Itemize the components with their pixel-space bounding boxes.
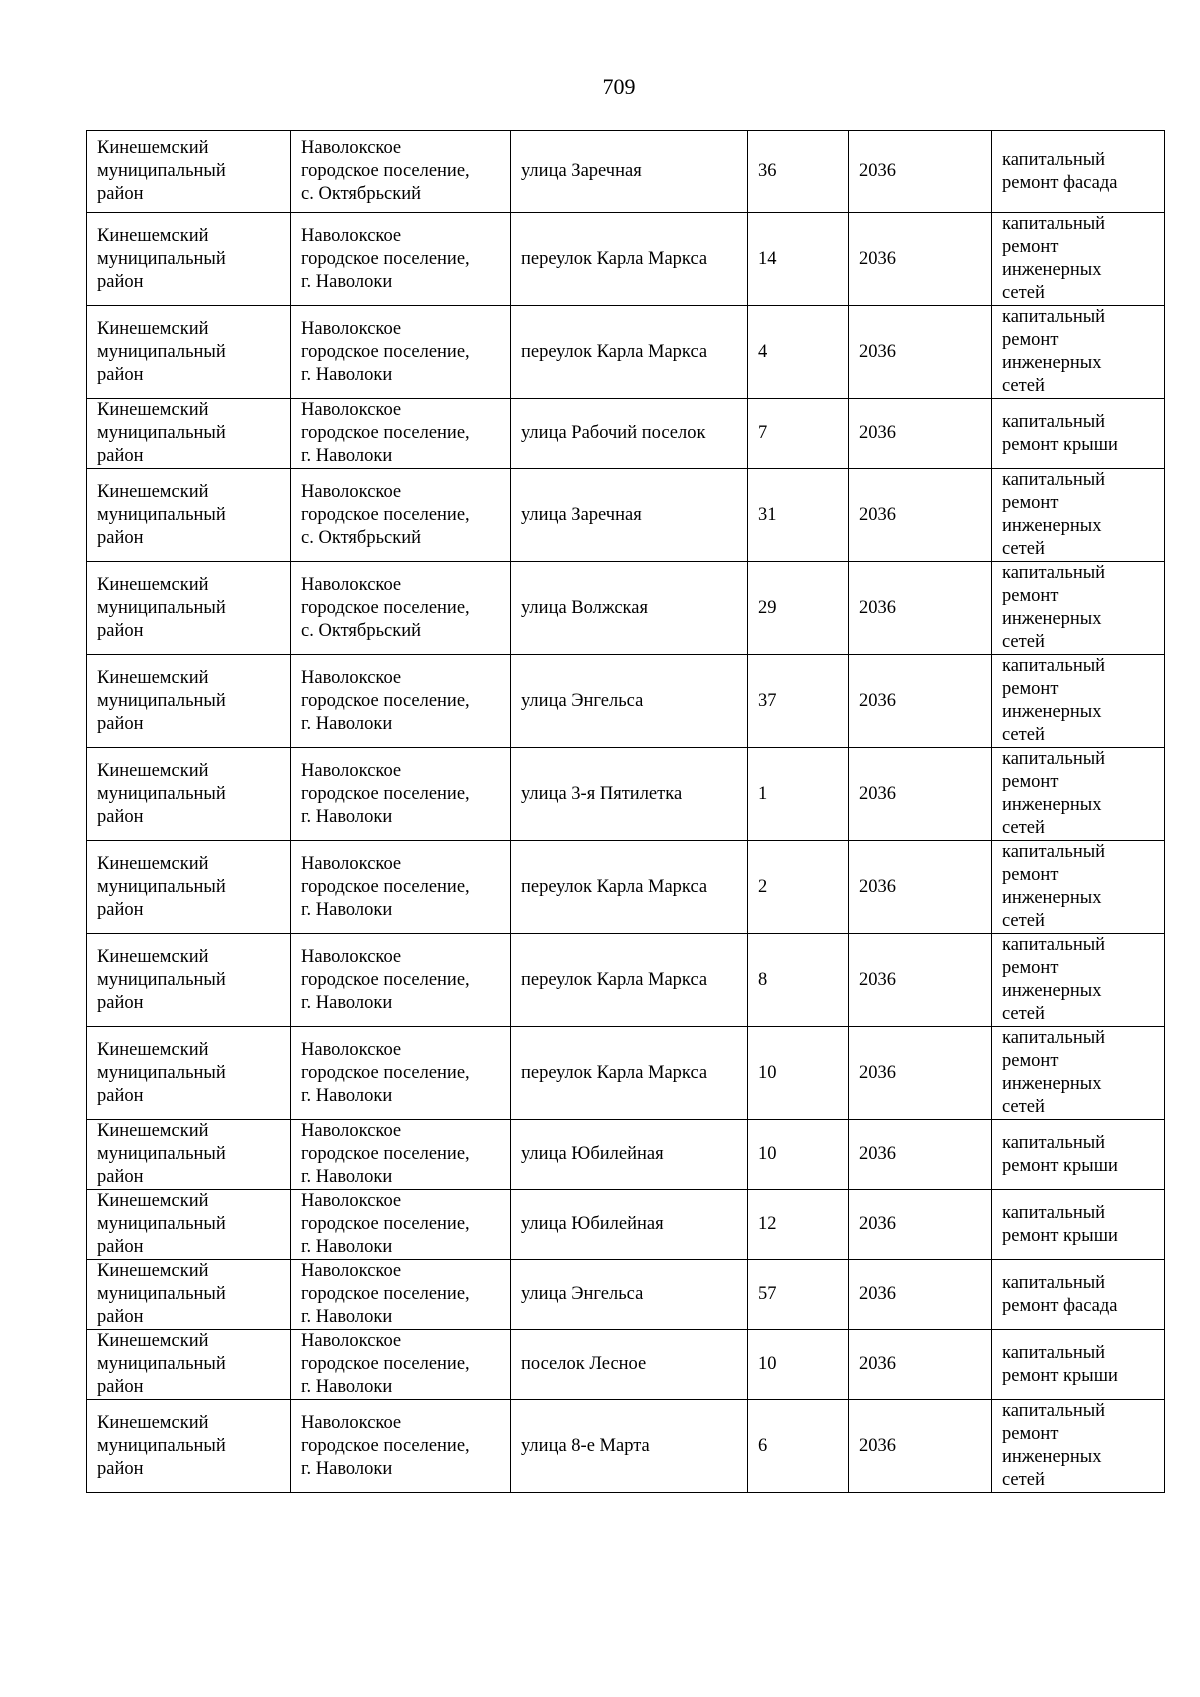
cell-district: [87, 562, 291, 655]
cell-year-text: 2036: [859, 783, 896, 804]
cell-street: [511, 131, 748, 213]
cell-house-number: [748, 1027, 849, 1120]
cell-street-text: улица Волжская: [521, 597, 648, 618]
cell-district-text: Кинешемский муниципальный район: [97, 760, 226, 827]
cell-year: [849, 306, 992, 399]
cell-work-type-text: капитальный ремонт крыши: [1002, 1202, 1118, 1246]
cell-street-text: улица 3-я Пятилетка: [521, 783, 683, 804]
cell-street-text: переулок Карла Маркса: [521, 876, 708, 897]
cell-street: [511, 1120, 748, 1190]
cell-district: [87, 841, 291, 934]
cell-work-type: [992, 655, 1165, 748]
cell-house-number-text: 7: [758, 423, 768, 443]
cell-work-type-text: капитальный ремонт фасада: [1002, 1272, 1118, 1316]
cell-work-type: [992, 1190, 1165, 1260]
cell-settlement: [291, 1190, 511, 1260]
table-row: [87, 1400, 1165, 1493]
cell-settlement-text: Наволокское городское поселение, г. Наволоки: [301, 225, 470, 292]
cell-work-type: [992, 748, 1165, 841]
cell-house-number-text: 8: [758, 969, 768, 990]
cell-district-text: Кинешемский муниципальный район: [97, 400, 226, 466]
cell-district-text: Кинешемский муниципальный район: [97, 1191, 226, 1257]
cell-work-type: [992, 1120, 1165, 1190]
cell-street: [511, 213, 748, 306]
cell-district-text: Кинешемский муниципальный район: [97, 1039, 226, 1106]
cell-work-type-text: капитальный ремонт инженерных сетей: [1002, 842, 1106, 931]
cell-settlement-text: Наволокское городское поселение, г. Наволоки: [301, 1121, 470, 1187]
cell-year-text: 2036: [859, 969, 896, 990]
cell-district: [87, 306, 291, 399]
cell-settlement: [291, 841, 511, 934]
table-row: [87, 748, 1165, 841]
cell-settlement: [291, 1120, 511, 1190]
cell-street: [511, 1190, 748, 1260]
table-row: [87, 655, 1165, 748]
table-row: [87, 131, 1165, 213]
cell-district-text: Кинешемский муниципальный район: [97, 667, 226, 734]
cell-year: [849, 1330, 992, 1400]
table-row: [87, 213, 1165, 306]
cell-work-type: [992, 1400, 1165, 1493]
cell-year: [849, 1190, 992, 1260]
cell-district: [87, 934, 291, 1027]
cell-year: [849, 655, 992, 748]
cell-district: [87, 655, 291, 748]
cell-house-number-text: 12: [758, 1214, 777, 1234]
cell-district: [87, 131, 291, 213]
cell-year-text: 2036: [859, 876, 896, 897]
cell-house-number: [748, 655, 849, 748]
cell-street: [511, 934, 748, 1027]
cell-year: [849, 1120, 992, 1190]
cell-house-number-text: 10: [758, 1144, 777, 1164]
cell-settlement-text: Наволокское городское поселение, г. Наволоки: [301, 1039, 470, 1106]
cell-year: [849, 562, 992, 655]
cell-work-type-text: капитальный ремонт фасада: [1002, 149, 1118, 193]
cell-settlement-text: Наволокское городское поселение, г. Наволоки: [301, 318, 470, 385]
table-row: [87, 1190, 1165, 1260]
cell-year-text: 2036: [859, 1062, 896, 1083]
cell-street: [511, 1260, 748, 1330]
cell-settlement-text: Наволокское городское поселение, г. Наволоки: [301, 946, 470, 1013]
cell-district: [87, 213, 291, 306]
cell-work-type: [992, 841, 1165, 934]
cell-house-number: [748, 748, 849, 841]
cell-work-type: [992, 469, 1165, 562]
cell-settlement-text: Наволокское городское поселение, с. Октябрьский: [301, 138, 470, 204]
cell-work-type: [992, 562, 1165, 655]
cell-district: [87, 1190, 291, 1260]
cell-settlement-text: Наволокское городское поселение, г. Наволоки: [301, 400, 470, 466]
cell-street: [511, 841, 748, 934]
cell-year: [849, 131, 992, 213]
cell-house-number: [748, 213, 849, 306]
cell-house-number-text: 2: [758, 876, 768, 897]
table-row: [87, 1120, 1165, 1190]
cell-street: [511, 655, 748, 748]
cell-street: [511, 399, 748, 469]
cell-house-number: [748, 306, 849, 399]
cell-house-number-text: 57: [758, 1284, 777, 1304]
table-body: [87, 131, 1165, 1493]
cell-street-text: улица 8-е Марта: [521, 1435, 650, 1456]
cell-settlement: [291, 562, 511, 655]
cell-district: [87, 1260, 291, 1330]
cell-house-number: [748, 1330, 849, 1400]
housing-repair-table: [86, 130, 1165, 1493]
cell-settlement-text: Наволокское городское поселение, г. Наволоки: [301, 667, 470, 734]
cell-district-text: Кинешемский муниципальный район: [97, 574, 226, 641]
cell-work-type: [992, 399, 1165, 469]
table-row: [87, 306, 1165, 399]
cell-street-text: улица Заречная: [521, 161, 642, 181]
cell-year-text: 2036: [859, 1284, 896, 1304]
cell-year: [849, 841, 992, 934]
cell-year-text: 2036: [859, 504, 896, 525]
cell-district-text: Кинешемский муниципальный район: [97, 481, 226, 548]
cell-street: [511, 748, 748, 841]
cell-house-number-text: 1: [758, 783, 768, 804]
cell-settlement: [291, 213, 511, 306]
cell-settlement: [291, 655, 511, 748]
cell-house-number-text: 10: [758, 1354, 777, 1374]
cell-work-type: [992, 934, 1165, 1027]
cell-house-number: [748, 399, 849, 469]
cell-settlement-text: Наволокское городское поселение, с. Октябрьский: [301, 481, 470, 548]
cell-year-text: 2036: [859, 690, 896, 711]
cell-settlement-text: Наволокское городское поселение, г. Наволоки: [301, 760, 470, 827]
cell-street-text: переулок Карла Маркса: [521, 341, 708, 362]
cell-district: [87, 1330, 291, 1400]
cell-house-number-text: 4: [758, 341, 768, 362]
cell-settlement-text: Наволокское городское поселение, г. Наволоки: [301, 1412, 470, 1479]
cell-street: [511, 1400, 748, 1493]
cell-work-type-text: капитальный ремонт инженерных сетей: [1002, 563, 1106, 652]
cell-settlement: [291, 748, 511, 841]
cell-district-text: Кинешемский муниципальный район: [97, 1331, 226, 1397]
cell-work-type-text: капитальный ремонт инженерных сетей: [1002, 749, 1106, 838]
cell-district: [87, 469, 291, 562]
cell-settlement: [291, 469, 511, 562]
cell-settlement: [291, 1400, 511, 1493]
cell-street: [511, 562, 748, 655]
cell-street: [511, 306, 748, 399]
cell-street-text: переулок Карла Маркса: [521, 1062, 708, 1083]
cell-settlement-text: Наволокское городское поселение, г. Наволоки: [301, 1261, 470, 1327]
table-row: [87, 1027, 1165, 1120]
cell-street: [511, 1027, 748, 1120]
cell-settlement: [291, 306, 511, 399]
cell-district: [87, 1027, 291, 1120]
cell-district: [87, 399, 291, 469]
cell-settlement-text: Наволокское городское поселение, с. Октябрьский: [301, 574, 470, 641]
cell-street-text: переулок Карла Маркса: [521, 969, 708, 990]
cell-settlement: [291, 1260, 511, 1330]
cell-work-type-text: капитальный ремонт крыши: [1002, 1132, 1118, 1176]
cell-work-type-text: капитальный ремонт инженерных сетей: [1002, 470, 1106, 559]
cell-street-text: улица Рабочий поселок: [521, 423, 706, 443]
cell-house-number: [748, 469, 849, 562]
cell-district: [87, 1400, 291, 1493]
cell-year-text: 2036: [859, 1354, 896, 1374]
cell-year-text: 2036: [859, 1435, 896, 1456]
cell-street-text: улица Юбилейная: [521, 1144, 664, 1164]
cell-house-number-text: 6: [758, 1435, 768, 1456]
cell-year: [849, 213, 992, 306]
cell-street-text: улица Энгельса: [521, 1284, 644, 1304]
cell-house-number-text: 29: [758, 597, 777, 618]
cell-work-type-text: капитальный ремонт крыши: [1002, 411, 1118, 455]
cell-district: [87, 1120, 291, 1190]
cell-work-type: [992, 131, 1165, 213]
table-row: [87, 1330, 1165, 1400]
cell-settlement: [291, 399, 511, 469]
cell-district-text: Кинешемский муниципальный район: [97, 1412, 226, 1479]
cell-district-text: Кинешемский муниципальный район: [97, 318, 226, 385]
cell-work-type-text: капитальный ремонт инженерных сетей: [1002, 307, 1106, 396]
page-number: 709: [602, 74, 636, 99]
table-row: [87, 841, 1165, 934]
cell-work-type-text: капитальный ремонт инженерных сетей: [1002, 935, 1106, 1024]
cell-house-number: [748, 1260, 849, 1330]
cell-district-text: Кинешемский муниципальный район: [97, 946, 226, 1013]
cell-year-text: 2036: [859, 341, 896, 362]
cell-house-number: [748, 1120, 849, 1190]
cell-house-number-text: 37: [758, 690, 777, 711]
table-row: [87, 1260, 1165, 1330]
cell-work-type-text: капитальный ремонт инженерных сетей: [1002, 1028, 1106, 1117]
cell-settlement: [291, 1330, 511, 1400]
cell-work-type-text: капитальный ремонт инженерных сетей: [1002, 214, 1106, 303]
cell-district-text: Кинешемский муниципальный район: [97, 1121, 226, 1187]
cell-settlement-text: Наволокское городское поселение, г. Наволоки: [301, 1191, 470, 1257]
cell-street-text: переулок Карла Маркса: [521, 248, 708, 269]
cell-year: [849, 934, 992, 1027]
cell-year: [849, 1027, 992, 1120]
cell-house-number: [748, 841, 849, 934]
cell-house-number-text: 10: [758, 1062, 777, 1083]
table-row: [87, 562, 1165, 655]
cell-street-text: поселок Лесное: [521, 1354, 647, 1374]
cell-street: [511, 1330, 748, 1400]
cell-year-text: 2036: [859, 1214, 896, 1234]
cell-district-text: Кинешемский муниципальный район: [97, 225, 226, 292]
cell-work-type: [992, 1260, 1165, 1330]
cell-year-text: 2036: [859, 161, 896, 181]
table-row: [87, 934, 1165, 1027]
cell-settlement: [291, 934, 511, 1027]
cell-work-type: [992, 306, 1165, 399]
cell-settlement: [291, 131, 511, 213]
table-row: [87, 399, 1165, 469]
cell-settlement-text: Наволокское городское поселение, г. Наволоки: [301, 853, 470, 920]
cell-house-number-text: 36: [758, 161, 777, 181]
cell-district-text: Кинешемский муниципальный район: [97, 853, 226, 920]
table-row: [87, 469, 1165, 562]
cell-settlement-text: Наволокское городское поселение, г. Наволоки: [301, 1331, 470, 1397]
cell-work-type-text: капитальный ремонт инженерных сетей: [1002, 1401, 1106, 1490]
cell-house-number: [748, 934, 849, 1027]
cell-street-text: улица Энгельса: [521, 690, 644, 711]
cell-year: [849, 1400, 992, 1493]
cell-year-text: 2036: [859, 597, 896, 618]
cell-house-number: [748, 1190, 849, 1260]
cell-street-text: улица Юбилейная: [521, 1214, 664, 1234]
cell-work-type: [992, 1027, 1165, 1120]
cell-year: [849, 469, 992, 562]
cell-house-number: [748, 562, 849, 655]
cell-house-number: [748, 1400, 849, 1493]
cell-street: [511, 469, 748, 562]
cell-year-text: 2036: [859, 423, 896, 443]
cell-house-number-text: 31: [758, 504, 777, 525]
cell-district-text: Кинешемский муниципальный район: [97, 138, 226, 204]
cell-year: [849, 399, 992, 469]
cell-street-text: улица Заречная: [521, 504, 642, 525]
cell-work-type: [992, 213, 1165, 306]
cell-year: [849, 1260, 992, 1330]
cell-year-text: 2036: [859, 248, 896, 269]
cell-year: [849, 748, 992, 841]
cell-settlement: [291, 1027, 511, 1120]
cell-year-text: 2036: [859, 1144, 896, 1164]
cell-work-type-text: капитальный ремонт крыши: [1002, 1342, 1118, 1386]
cell-district: [87, 748, 291, 841]
cell-district-text: Кинешемский муниципальный район: [97, 1261, 226, 1327]
cell-work-type-text: капитальный ремонт инженерных сетей: [1002, 656, 1106, 745]
cell-work-type: [992, 1330, 1165, 1400]
cell-house-number-text: 14: [758, 248, 777, 269]
cell-house-number: [748, 131, 849, 213]
